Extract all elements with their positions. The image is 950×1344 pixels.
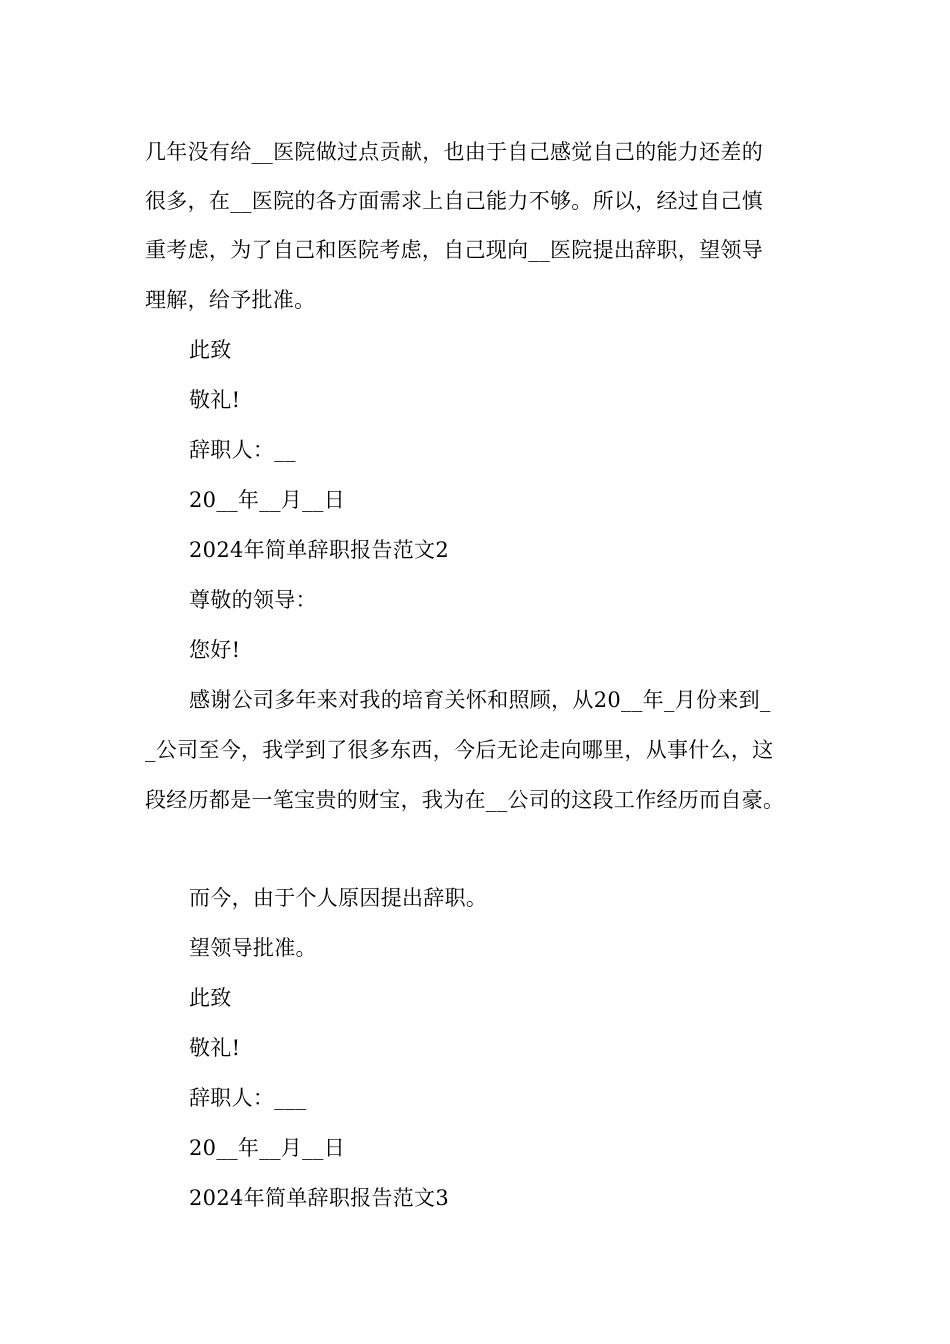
- section-heading: 2024年简单辞职报告范文3: [189, 1186, 450, 1210]
- closing-line: 此致: [189, 986, 232, 1010]
- salute-line: 敬礼!: [189, 1036, 241, 1060]
- salute-line: 敬礼!: [189, 388, 241, 412]
- signer-line: 辞职人：__: [189, 438, 296, 462]
- paragraph-line: 几年没有给__医院做过点贡献，也由于自己感觉自己的能力还差的: [145, 140, 763, 164]
- paragraph-line: 重考虑，为了自己和医院考虑，自己现向__医院提出辞职，望领导: [145, 238, 763, 262]
- greeting-line: 尊敬的领导：: [189, 588, 317, 612]
- paragraph-line: 很多，在__医院的各方面需求上自己能力不够。所以，经过自己慎: [145, 189, 763, 213]
- signer-line: 辞职人：___: [189, 1086, 307, 1110]
- paragraph-line: 段经历都是一笔宝贵的财宝，我为在__公司的这段工作经历而自豪。: [145, 788, 785, 812]
- paragraph-line: 而今，由于个人原因提出辞职。: [189, 886, 488, 910]
- paragraph-line: 理解，给予批准。: [145, 288, 316, 312]
- date-line: 20__年__月__日: [189, 488, 346, 512]
- date-line: 20__年__月__日: [189, 1136, 346, 1160]
- paragraph-line: 望领导批准。: [189, 936, 317, 960]
- section-heading: 2024年简单辞职报告范文2: [189, 538, 450, 562]
- hello-line: 您好!: [189, 638, 241, 662]
- closing-line: 此致: [189, 338, 232, 362]
- paragraph-line: 感谢公司多年来对我的培育关怀和照顾，从20__年_月份来到_: [189, 688, 771, 712]
- paragraph-line: _公司至今，我学到了很多东西，今后无论走向哪里，从事什么，这: [145, 738, 774, 762]
